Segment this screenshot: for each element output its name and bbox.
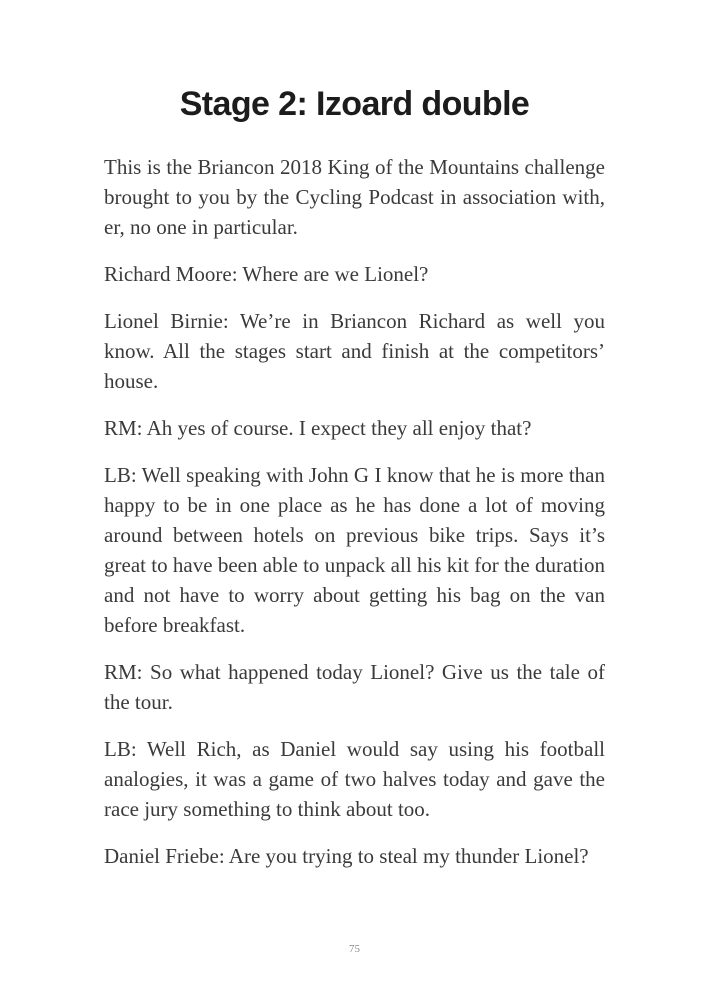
paragraph-rm-tale: RM: So what happened today Lionel? Give us the tale of the tour. <box>104 660 605 714</box>
paragraph-intro: This is the Briancon 2018 King of the Mountains challenge brought to you by the Cycling Podcast in association with, er, no one in particular. <box>104 155 605 239</box>
paragraph-lb-two-halves: LB: Well Rich, as Daniel would say using his football analogies, it was a game of two halves today and gave the race jury something to think about too. <box>104 737 605 821</box>
paragraph-lb-john-g: LB: Well speaking with John G I know that he is more than happy to be in one place as he has done a lot of moving around between hotels on previous bike trips. Says it’s great to have been able to unpack all his kit for the duration and not have to worry about getting his bag on the van before breakfast. <box>104 463 605 637</box>
page-number: 75 <box>349 943 360 955</box>
page-title: Stage 2: Izoard double <box>179 85 530 123</box>
paragraph-daniel-friebe: Daniel Friebe: Are you trying to steal my thunder Lionel? <box>104 844 589 868</box>
paragraph-lionel-birnie: Lionel Birnie: We’re in Briancon Richard as well you know. All the stages start and finish at the competitors’ house. <box>104 309 605 393</box>
page-body <box>104 152 605 888</box>
paragraph-rm-enjoy: RM: Ah yes of course. I expect they all enjoy that? <box>104 416 532 440</box>
paragraph-richard-moore: Richard Moore: Where are we Lionel? <box>104 262 429 286</box>
